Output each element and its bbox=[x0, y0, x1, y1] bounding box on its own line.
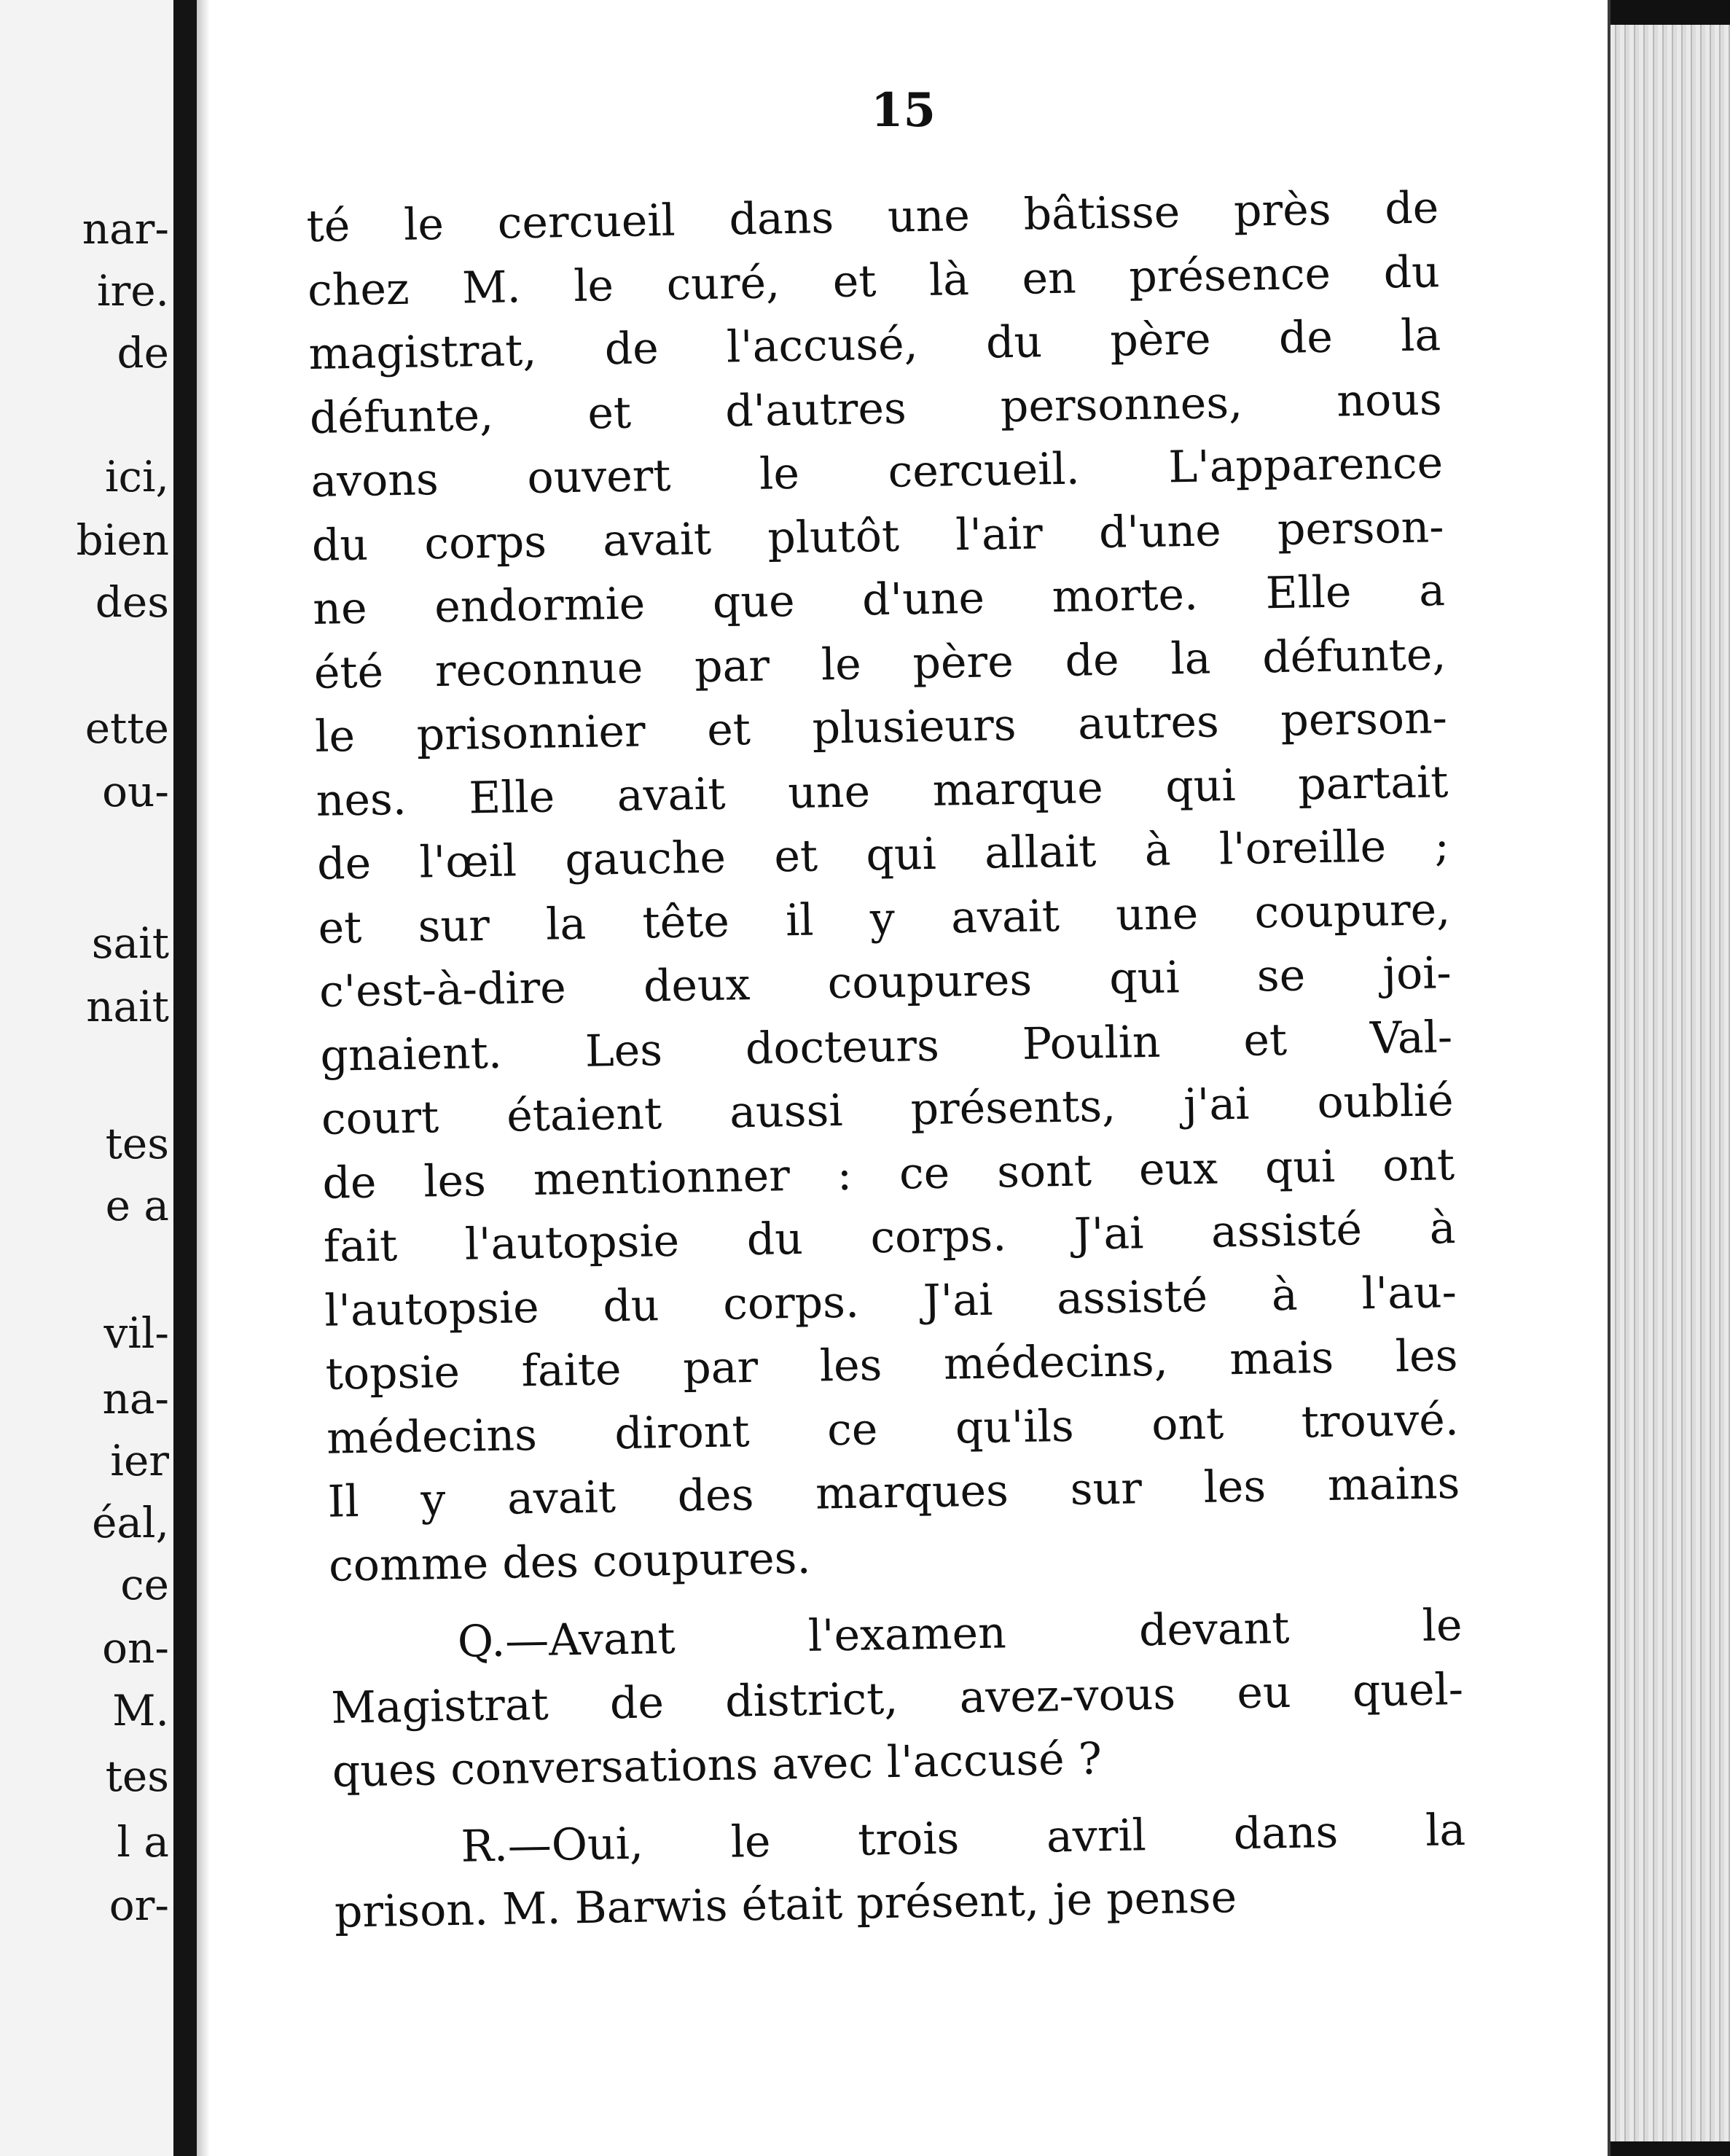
text-line-content: topsie faite par les médecins, mais les bbox=[325, 1330, 1458, 1400]
previous-page-line-fragment: nar- bbox=[82, 204, 169, 254]
text-line-content: comme des coupures. bbox=[328, 1532, 812, 1592]
text-line-content: té le cercueil dans une bâtisse près de bbox=[306, 182, 1439, 252]
text-line-content: avons ouvert le cercueil. L'apparence bbox=[310, 437, 1444, 507]
previous-page-line-fragment: na- bbox=[102, 1374, 169, 1423]
text-line-content: nes. Elle avait une marque qui partait bbox=[316, 756, 1449, 827]
previous-page-line-fragment: l a bbox=[117, 1817, 169, 1867]
page-number: 15 bbox=[871, 83, 936, 138]
text-line-content: Q.—Avant l'examen devant le bbox=[457, 1599, 1463, 1668]
text-line-content: de les mentionner : ce sont eux qui ont bbox=[321, 1138, 1455, 1209]
text-line-content: Magistrat de district, avez-vous eu quel- bbox=[330, 1663, 1464, 1734]
previous-page-line-fragment: nait bbox=[86, 982, 169, 1031]
text-line-content: chez M. le curé, et là en présence du bbox=[307, 246, 1441, 316]
text-line-content: Il y avait des marques sur les mains bbox=[327, 1457, 1460, 1528]
text-line-content: défunte, et d'autres personnes, nous bbox=[309, 373, 1443, 444]
text-line-content: magistrat, de l'accusé, du père de la bbox=[308, 310, 1441, 380]
previous-page-line-fragment: bien bbox=[76, 515, 169, 565]
text-line-content: court étaient aussi présents, j'ai oublié bbox=[321, 1075, 1455, 1145]
text-line-content: le prisonnier et plusieurs autres person- bbox=[314, 692, 1448, 762]
previous-page-strip bbox=[0, 0, 173, 2156]
previous-page-line-fragment: ici, bbox=[104, 452, 169, 501]
previous-page-line-fragment: tes bbox=[105, 1751, 169, 1801]
text-line-content: médecins diront ce qu'ils ont trouvé. bbox=[326, 1394, 1460, 1464]
previous-page-line-fragment: M. bbox=[112, 1686, 169, 1735]
previous-page-line-fragment: de bbox=[117, 328, 169, 378]
page-body-text bbox=[306, 176, 1468, 1945]
book-gutter bbox=[173, 0, 197, 2156]
text-line-content: prison. M. Barwis était présent, je pense bbox=[334, 1872, 1237, 1938]
text-line-content: gnaient. Les docteurs Poulin et Val- bbox=[319, 1011, 1453, 1082]
previous-page-line-fragment: ette bbox=[85, 703, 169, 753]
previous-page-line-fragment: sait bbox=[91, 918, 169, 968]
text-line-content: été reconnue par le père de la défunte, bbox=[313, 628, 1447, 699]
previous-page-line-fragment: or- bbox=[109, 1880, 169, 1930]
previous-page-line-fragment: on- bbox=[102, 1623, 169, 1673]
previous-page-line-fragment: ire. bbox=[96, 266, 169, 316]
previous-page-line-fragment: e a bbox=[105, 1181, 169, 1230]
previous-page-line-fragment: ce bbox=[120, 1560, 169, 1609]
book-edge-bottom-shadow bbox=[1610, 2141, 1730, 2156]
gutter-shadow bbox=[197, 0, 210, 2156]
book-edge-top-shadow bbox=[1610, 0, 1730, 25]
text-line-content: et sur la tête il y avait une coupure, bbox=[318, 883, 1451, 954]
text-line-content: ne endormie que d'une morte. Elle a bbox=[312, 565, 1446, 635]
previous-page-line-fragment: tes bbox=[105, 1119, 169, 1168]
text-line-content: de l'œil gauche et qui allait à l'oreille ; bbox=[316, 820, 1450, 890]
text-line-content: l'autopsie du corps. J'ai assisté à l'au- bbox=[324, 1266, 1457, 1337]
previous-page-line-fragment: des bbox=[95, 577, 169, 627]
previous-page-line-fragment: ier bbox=[110, 1436, 169, 1485]
book-page-edges bbox=[1610, 0, 1730, 2156]
previous-page-line-fragment: vil- bbox=[103, 1308, 169, 1358]
text-line-content: fait l'autopsie du corps. J'ai assisté à bbox=[323, 1203, 1456, 1273]
text-line-content: du corps avait plutôt l'air d'une person- bbox=[311, 501, 1445, 571]
text-line-content: c'est-à-dire deux coupures qui se joi- bbox=[318, 948, 1452, 1018]
previous-page-line-fragment: ou- bbox=[102, 767, 169, 816]
previous-page-line-fragment: éal, bbox=[92, 1498, 169, 1547]
text-line-content: R.—Oui, le trois avril dans la bbox=[461, 1804, 1466, 1872]
text-line-content: ques conversations avec l'accusé ? bbox=[332, 1733, 1103, 1797]
